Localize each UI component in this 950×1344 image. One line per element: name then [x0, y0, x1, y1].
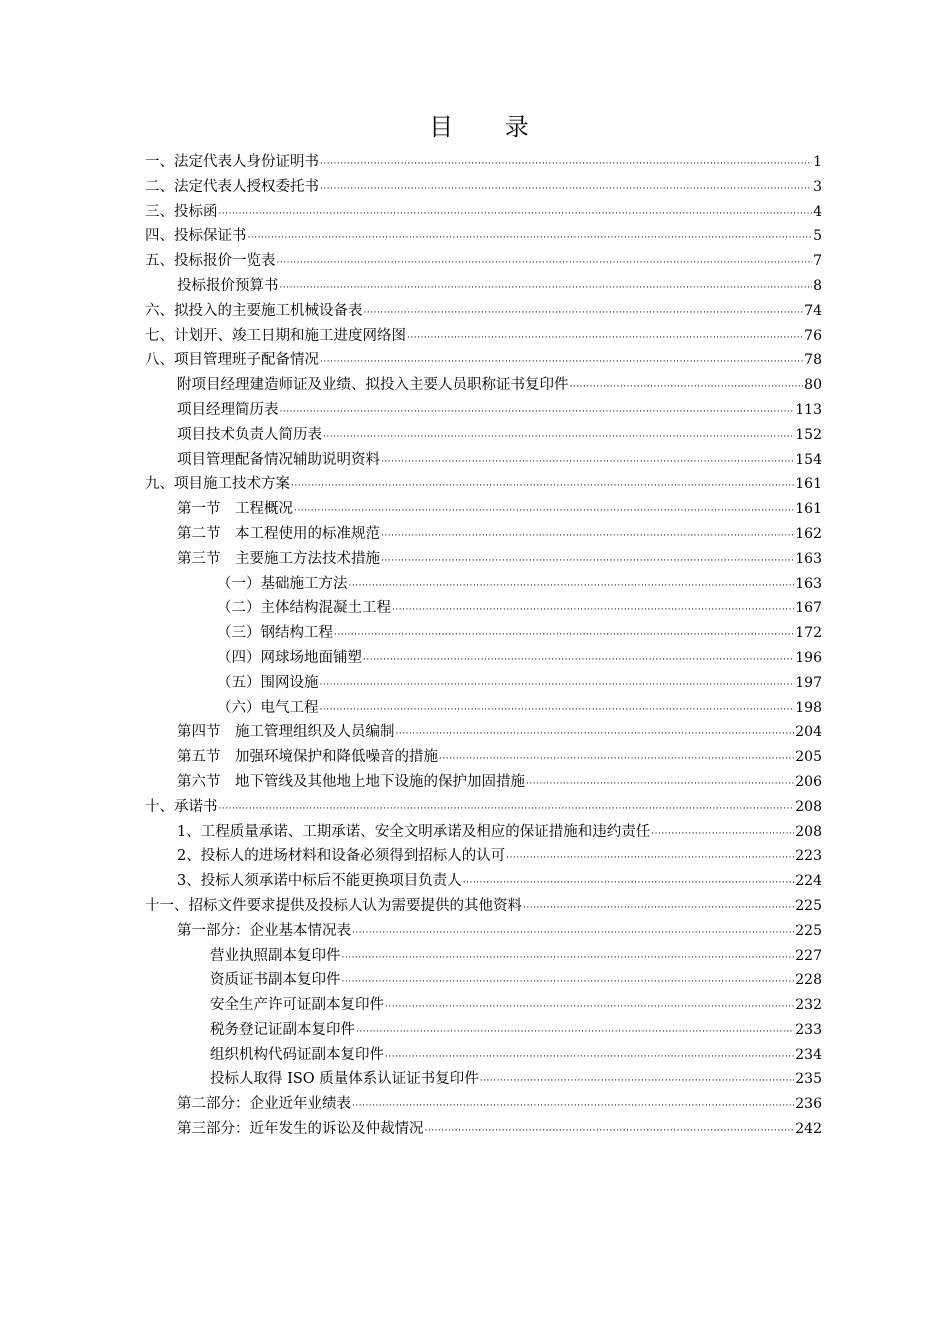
toc-entry-label: 第二部分：企业近年业绩表: [177, 1096, 351, 1113]
toc-entry-label: 第一节 工程概况: [177, 501, 293, 518]
toc-leader-dots: [342, 970, 795, 995]
toc-entry-page-number: 74: [804, 302, 822, 319]
toc-title: 目 录: [429, 113, 551, 141]
toc-entry-page-number: 4: [813, 203, 822, 220]
toc-entry[interactable]: [145, 224, 822, 249]
toc-leader-dots: [506, 846, 794, 871]
toc-entry[interactable]: [145, 745, 822, 770]
toc-entry-page-number: 208: [795, 798, 822, 815]
toc-entry[interactable]: [145, 274, 822, 299]
toc-leader-dots: [280, 400, 795, 425]
toc-leader-dots: [425, 1119, 795, 1144]
toc-entry-label: 税务登记证副本复印件: [210, 1021, 355, 1038]
toc-entry-page-number: 228: [795, 972, 822, 989]
toc-entry-label: 投标人取得 ISO 质量体系认证证书复印件: [210, 1071, 479, 1088]
toc-entry[interactable]: [145, 1018, 822, 1043]
toc-entry-label: 项目管理配备情况辅助说明资料: [177, 451, 380, 468]
toc-entry-label: 第二节 本工程使用的标准规范: [177, 525, 380, 542]
toc-entry[interactable]: [145, 200, 822, 225]
toc-leader-dots: [381, 524, 794, 549]
toc-entry[interactable]: [145, 348, 822, 373]
toc-leader-dots: [320, 698, 795, 723]
toc-entry-label: 第四节 施工管理组织及人员编制: [177, 724, 395, 741]
toc-entry[interactable]: [145, 869, 822, 894]
toc-entry-page-number: 198: [795, 699, 822, 716]
toc-entry-page-number: 161: [795, 476, 822, 493]
toc-entry-label: 第五节 加强环境保护和降低噪音的措施: [177, 749, 438, 766]
toc-leader-dots: [439, 747, 794, 772]
toc-leader-dots: [349, 574, 795, 599]
toc-entry-page-number: 208: [795, 823, 822, 840]
toc-entry-page-number: 242: [795, 1121, 822, 1138]
toc-entry[interactable]: [145, 720, 822, 745]
toc-entry-page-number: 235: [795, 1071, 822, 1088]
toc-entry[interactable]: [145, 1043, 822, 1068]
toc-entry-label: 七、计划开、竣工日期和施工进度网络图: [145, 327, 406, 344]
toc-entry-label: 2、投标人的进场材料和设备必须得到招标人的认可: [177, 848, 506, 865]
toc-entry-label: 第一部分：企业基本情况表: [177, 922, 351, 939]
toc-entry-page-number: 233: [795, 1021, 822, 1038]
toc-entry-label: 第三节 主要施工方法技术措施: [177, 550, 380, 567]
toc-entry-label: （六）电气工程: [217, 699, 319, 716]
toc-leader-dots: [323, 425, 794, 450]
toc-entry-label: 十一、招标文件要求提供及投标人认为需要提供的其他资料: [145, 897, 522, 914]
toc-entry[interactable]: [145, 621, 822, 646]
toc-entry-page-number: 225: [795, 922, 822, 939]
toc-entry-label: 项目技术负责人简历表: [177, 426, 322, 443]
toc-leader-dots: [526, 772, 794, 797]
toc-leader-dots: [523, 896, 794, 921]
toc-entry-page-number: 236: [795, 1096, 822, 1113]
toc-entry-label: （四）网球场地面铺塑: [217, 649, 362, 666]
toc-entry[interactable]: [145, 596, 822, 621]
toc-leader-dots: [396, 722, 795, 747]
toc-entry[interactable]: [145, 299, 822, 324]
toc-entry[interactable]: [145, 472, 822, 497]
toc-entry-page-number: 113: [795, 401, 822, 418]
toc-entry-page-number: 227: [795, 947, 822, 964]
toc-entry[interactable]: [145, 150, 822, 175]
toc-entry-page-number: 3: [813, 178, 822, 195]
toc-leader-dots: [363, 648, 794, 673]
toc-entry-page-number: 7: [813, 253, 822, 270]
toc-entry-page-number: 234: [795, 1046, 822, 1063]
toc-entry-page-number: 204: [795, 724, 822, 741]
toc-entry[interactable]: [145, 175, 822, 200]
toc-entry-label: （二）主体结构混凝土工程: [217, 600, 391, 617]
toc-entry-label: 资质证书副本复印件: [210, 972, 341, 989]
toc-entry[interactable]: [145, 249, 822, 274]
toc-entry-page-number: 205: [795, 749, 822, 766]
toc-entry-page-number: 78: [804, 352, 822, 369]
toc-entry-page-number: 172: [795, 625, 822, 642]
toc-entry[interactable]: [145, 944, 822, 969]
toc-entry[interactable]: [145, 844, 822, 869]
toc-entry-page-number: 76: [804, 327, 822, 344]
toc-entry-label: 第六节 地下管线及其他地上地下设施的保护加固措施: [177, 773, 525, 790]
toc-entry[interactable]: [145, 547, 822, 572]
toc-entry-label: 六、拟投入的主要施工机械设备表: [145, 302, 363, 319]
toc-entry[interactable]: [145, 993, 822, 1018]
toc-leader-dots: [320, 350, 803, 375]
toc-leader-dots: [356, 1020, 794, 1045]
toc-entry-page-number: 224: [795, 873, 822, 890]
toc-entry-page-number: 1: [813, 154, 822, 170]
toc-entry-label: 投标报价预算书: [177, 277, 279, 294]
toc-leader-dots: [342, 946, 795, 971]
toc-entry[interactable]: [145, 1067, 822, 1092]
toc-entry-label: 四、投标保证书: [145, 228, 247, 245]
toc-entry-label: 一、法定代表人身份证明书: [145, 154, 319, 170]
toc-leader-dots: [385, 995, 794, 1020]
toc-entry-label: （一）基础施工方法: [217, 575, 348, 592]
toc-leader-dots: [248, 226, 813, 251]
toc-entry-label: 1、工程质量承诺、工期承诺、安全文明承诺及相应的保证措施和违约责任: [177, 823, 651, 840]
toc-entry-page-number: 225: [795, 897, 822, 914]
toc-entry-label: 项目经理简历表: [177, 401, 279, 418]
toc-entry-label: 二、法定代表人授权委托书: [145, 178, 319, 195]
toc-leader-dots: [352, 1094, 794, 1119]
toc-leader-dots: [280, 276, 813, 301]
toc-entry-page-number: 163: [795, 550, 822, 567]
toc-entry-label: 八、项目管理班子配备情况: [145, 352, 319, 369]
toc-entry[interactable]: [145, 423, 822, 448]
toc-entry-page-number: 5: [813, 228, 822, 245]
toc-entry-page-number: 196: [795, 649, 822, 666]
toc-entry[interactable]: [145, 373, 822, 398]
toc-list: [145, 150, 822, 1142]
toc-entry-page-number: 232: [795, 997, 822, 1014]
toc-entry[interactable]: [145, 448, 822, 473]
toc-entry-label: 第三部分：近年发生的诉讼及仲裁情况: [177, 1121, 424, 1138]
toc-entry-page-number: 152: [795, 426, 822, 443]
toc-entry-page-number: 167: [795, 600, 822, 617]
toc-leader-dots: [352, 921, 794, 946]
toc-leader-dots: [407, 326, 803, 351]
toc-entry-label: 附项目经理建造师证及业绩、拟投入主要人员职称证书复印件: [177, 377, 569, 394]
toc-entry[interactable]: [145, 522, 822, 547]
toc-leader-dots: [364, 301, 804, 326]
toc-entry[interactable]: [145, 572, 822, 597]
toc-leader-dots: [291, 474, 794, 499]
toc-entry-label: 安全生产许可证副本复印件: [210, 997, 384, 1014]
toc-entry[interactable]: [145, 1092, 822, 1117]
toc-leader-dots: [219, 797, 795, 822]
toc-entry-page-number: 206: [795, 773, 822, 790]
toc-leader-dots: [334, 623, 794, 648]
toc-leader-dots: [463, 871, 795, 896]
toc-leader-dots: [320, 177, 812, 202]
toc-entry-label: 营业执照副本复印件: [210, 947, 341, 964]
toc-leader-dots: [381, 549, 794, 574]
toc-entry[interactable]: [145, 646, 822, 671]
toc-entry-label: 十、承诺书: [145, 798, 218, 815]
toc-entry[interactable]: [145, 795, 822, 820]
toc-entry-page-number: 161: [795, 501, 822, 518]
toc-entry-label: 组织机构代码证副本复印件: [210, 1046, 384, 1063]
toc-entry[interactable]: [145, 770, 822, 795]
toc-entry-page-number: 163: [795, 575, 822, 592]
toc-entry-label: （三）钢结构工程: [217, 625, 333, 642]
toc-entry[interactable]: [145, 820, 822, 845]
toc-leader-dots: [381, 450, 794, 475]
toc-leader-dots: [570, 375, 804, 400]
toc-leader-dots: [385, 1045, 794, 1070]
toc-entry[interactable]: [145, 671, 822, 696]
toc-entry-page-number: 197: [795, 674, 822, 691]
toc-entry-page-number: 80: [804, 377, 822, 394]
toc-leader-dots: [219, 202, 813, 227]
toc-entry[interactable]: [145, 398, 822, 423]
toc-entry-label: 九、项目施工技术方案: [145, 476, 290, 493]
toc-entry[interactable]: [145, 968, 822, 993]
toc-entry[interactable]: [145, 894, 822, 919]
toc-leader-dots: [480, 1069, 795, 1094]
toc-entry[interactable]: [145, 324, 822, 349]
toc-entry-page-number: 8: [813, 277, 822, 294]
toc-entry-page-number: 223: [795, 848, 822, 865]
toc-entry-label: 3、投标人须承诺中标后不能更换项目负责人: [177, 873, 462, 890]
toc-entry-label: 五、投标报价一览表: [145, 253, 276, 270]
toc-leader-dots: [651, 822, 794, 847]
toc-entry[interactable]: [145, 497, 822, 522]
toc-leader-dots: [392, 598, 794, 623]
toc-leader-dots: [277, 251, 813, 276]
toc-entry-label: 三、投标函: [145, 203, 218, 220]
toc-leader-dots: [320, 673, 795, 698]
toc-entry[interactable]: [145, 696, 822, 721]
toc-entry-label: （五）围网设施: [217, 674, 319, 691]
toc-entry-page-number: 162: [795, 525, 822, 542]
toc-entry-page-number: 154: [795, 451, 822, 468]
toc-leader-dots: [294, 499, 794, 524]
toc-leader-dots: [320, 152, 812, 177]
toc-entry[interactable]: [145, 919, 822, 944]
toc-entry[interactable]: [145, 1117, 822, 1142]
